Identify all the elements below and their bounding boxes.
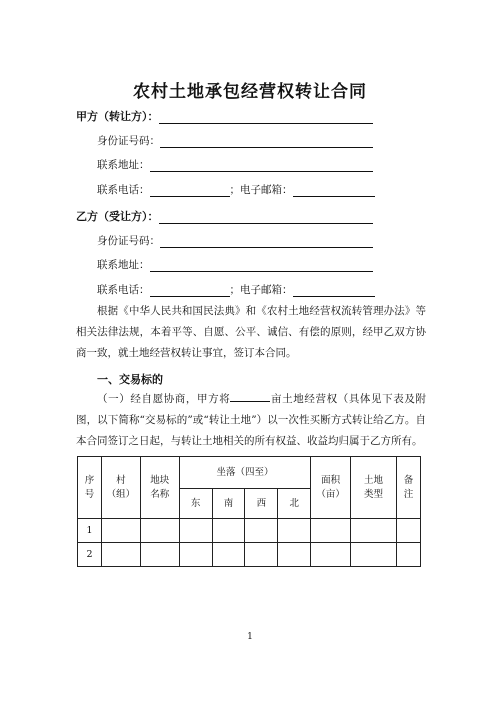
header-location: 坐落（四至） — [179, 457, 311, 489]
table-cell[interactable] — [245, 519, 278, 543]
party-b-phone-label: 联系电话： — [97, 284, 150, 296]
party-a-row — [76, 108, 373, 124]
document-title: 农村土地承包经营权转让合同 — [133, 82, 367, 102]
party-a-id-line[interactable] — [160, 136, 373, 148]
party-a-phone-label: 联系电话： — [97, 184, 150, 196]
section-1-para-prefix: （一）经自愿协商，甲方将 — [97, 393, 231, 405]
party-a-email-line[interactable] — [293, 185, 375, 197]
party-b-address-row — [97, 257, 373, 272]
header-seq: 序 号 — [78, 457, 102, 519]
table-cell[interactable] — [245, 543, 278, 567]
party-b-label: 乙方（受让方）： — [76, 210, 159, 223]
intro-paragraph: 根据《中华人民共和国民法典》和《农村土地经营权流转管理办法》等相关法律法规，本着平等、自愿、公平、诚信、有偿的原则，经甲乙双方协商一致，就土地经营权转让事宜，签订本合同。 — [76, 305, 426, 359]
party-a-address-label: 联系地址： — [97, 159, 150, 171]
table-cell[interactable] — [278, 519, 311, 543]
party-b-id-label: 身份证号码： — [97, 235, 160, 247]
party-b-id-row — [97, 233, 373, 248]
header-land-type: 土地 类型 — [351, 457, 397, 519]
section-1-paragraph — [76, 389, 426, 452]
party-b-address-line[interactable] — [150, 260, 373, 272]
table-row — [78, 543, 421, 567]
party-b-id-line[interactable] — [160, 236, 373, 248]
party-b-phone-line[interactable] — [150, 285, 230, 297]
party-a-email-label: ；电子邮箱： — [229, 184, 293, 196]
party-b-email-line[interactable] — [293, 285, 375, 297]
party-a-label: 甲方（转让方）： — [76, 110, 159, 123]
table-header-row-1 — [78, 457, 421, 489]
row-seq-cell: 2 — [78, 543, 102, 567]
table-cell[interactable] — [212, 543, 245, 567]
table-cell[interactable] — [179, 519, 212, 543]
party-a-id-label: 身份证号码： — [97, 135, 160, 147]
acreage-blank[interactable] — [230, 391, 270, 402]
header-remark: 备 注 — [396, 457, 420, 519]
section-1-para-suffix: 亩土地经营权（具体见下表及附图，以下简称“交易标的”或“转让土地”）以一次性买断方式转让给乙方。自本合同签订之日起，与转让土地相关的所有权益、收益均归属于乙方所有。 — [76, 393, 427, 447]
table-cell[interactable] — [212, 519, 245, 543]
table-cell[interactable] — [311, 543, 351, 567]
land-parcel-table — [77, 456, 421, 567]
party-a-phone-line[interactable] — [150, 185, 230, 197]
table-cell[interactable] — [396, 543, 420, 567]
party-a-contact-row — [97, 182, 375, 197]
table-cell[interactable] — [311, 519, 351, 543]
party-a-address-row — [97, 157, 373, 172]
table-cell[interactable] — [396, 519, 420, 543]
table-cell[interactable] — [179, 543, 212, 567]
party-b-name-line[interactable] — [159, 212, 373, 224]
table-cell[interactable] — [140, 519, 179, 543]
table-cell[interactable] — [140, 543, 179, 567]
party-a-address-line[interactable] — [150, 160, 373, 172]
party-b-email-label: ；电子邮箱： — [229, 284, 293, 296]
table-cell[interactable] — [101, 543, 140, 567]
table-row — [78, 519, 421, 543]
header-area: 面积 （亩） — [311, 457, 351, 519]
table-cell[interactable] — [101, 519, 140, 543]
header-east: 东 — [179, 489, 212, 519]
party-b-row — [76, 208, 373, 224]
header-west: 西 — [245, 489, 278, 519]
table-cell[interactable] — [351, 543, 397, 567]
party-a-name-line[interactable] — [159, 112, 373, 124]
header-village: 村 （组） — [101, 457, 140, 519]
header-south: 南 — [212, 489, 245, 519]
party-b-address-label: 联系地址： — [97, 259, 150, 271]
party-a-id-row — [97, 133, 373, 148]
page-number: 1 — [247, 632, 253, 642]
header-north: 北 — [278, 489, 311, 519]
table-cell[interactable] — [278, 543, 311, 567]
section-1-heading: 一、交易标的 — [97, 373, 163, 386]
row-seq-cell: 1 — [78, 519, 102, 543]
table-cell[interactable] — [351, 519, 397, 543]
header-plot-name: 地块 名称 — [140, 457, 179, 519]
party-b-contact-row — [97, 282, 375, 297]
